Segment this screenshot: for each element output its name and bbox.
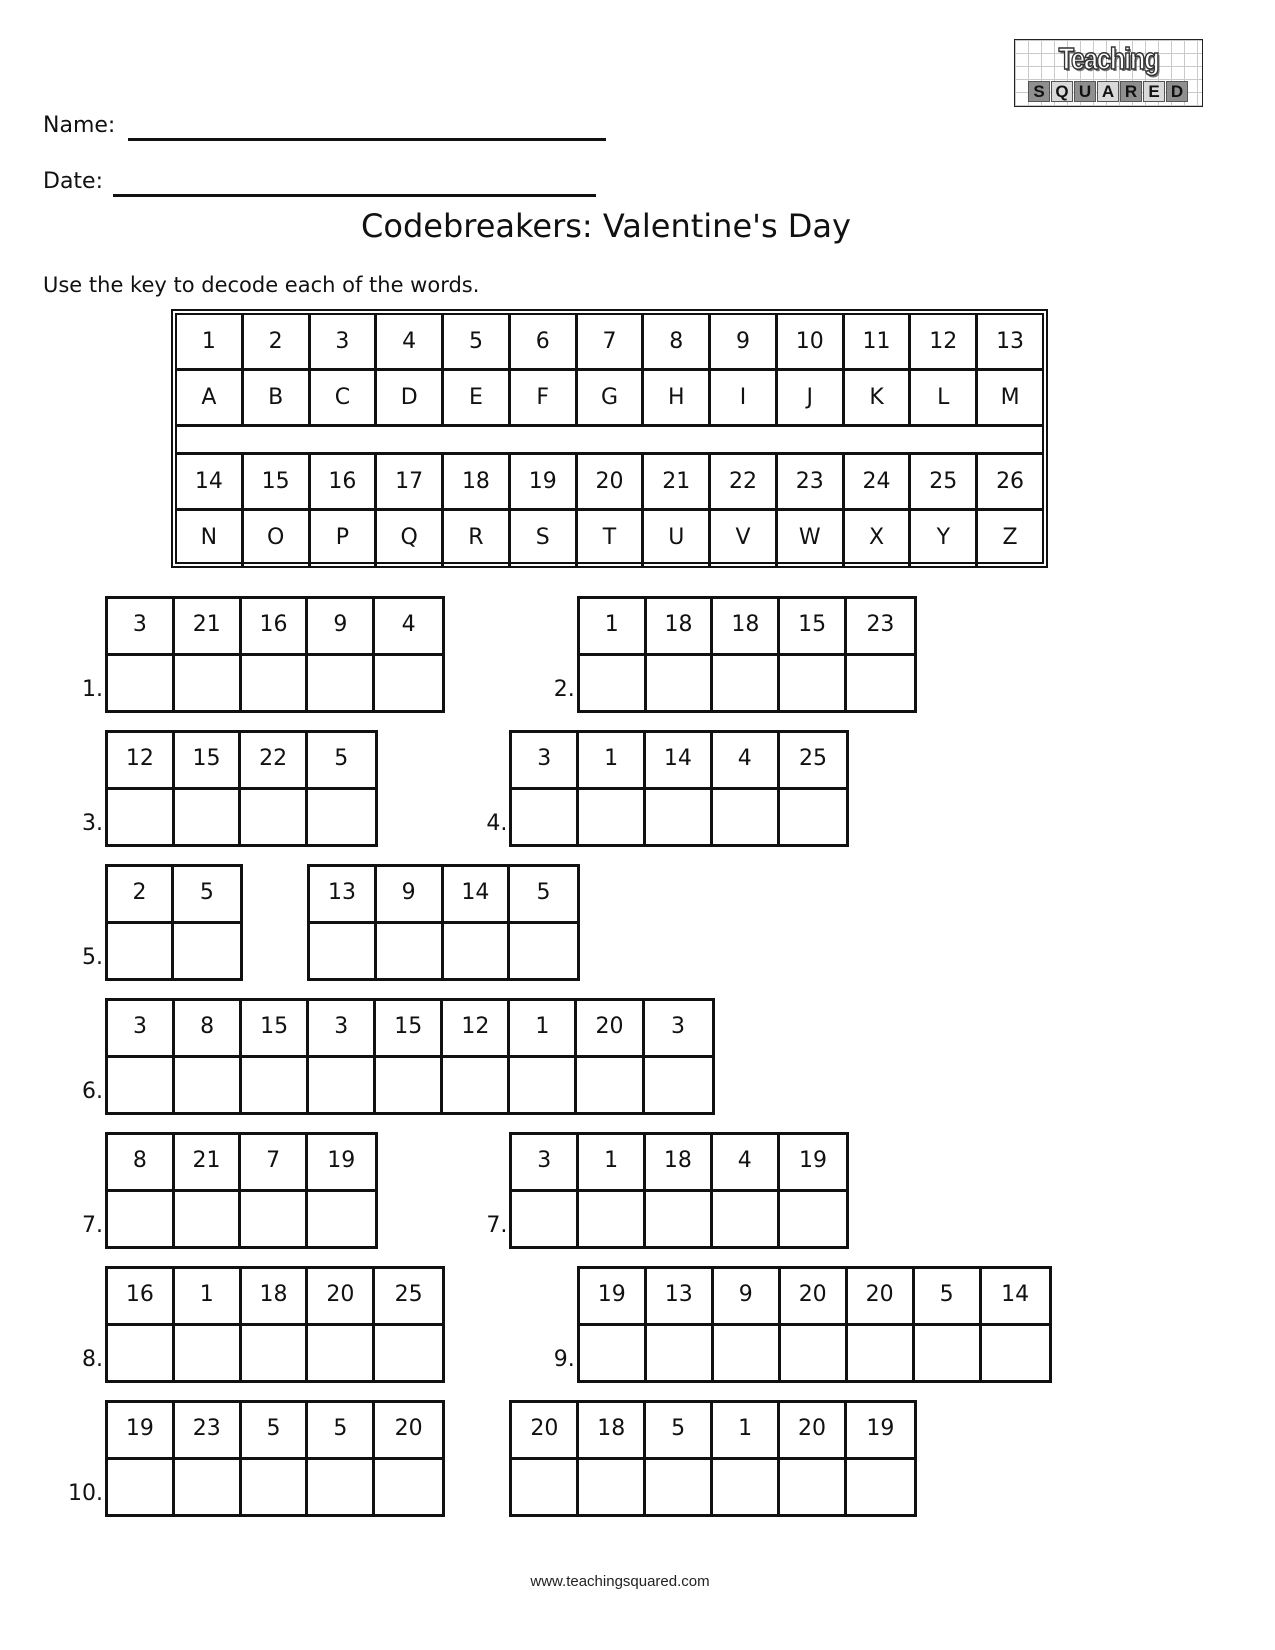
answer-letter-cell[interactable] [241, 1192, 308, 1246]
code-number-cell: 9 [714, 1269, 781, 1323]
puzzle-word [105, 596, 445, 713]
code-number-cell: 22 [241, 733, 308, 787]
key-row-numbers-2 [177, 455, 1042, 511]
key-letter-cell: J [778, 371, 845, 427]
puzzle-answer-row [310, 924, 577, 978]
code-number-cell: 23 [175, 1403, 242, 1457]
puzzle-answer-row [108, 1326, 442, 1380]
answer-letter-cell[interactable] [645, 1058, 712, 1112]
code-number-cell: 1 [579, 1135, 646, 1189]
key-number-cell: 6 [511, 315, 578, 371]
logo-tile: A [1097, 81, 1119, 102]
answer-letter-cell[interactable] [848, 1326, 915, 1380]
key-number-cell: 15 [244, 455, 311, 511]
date-field-line[interactable] [113, 194, 596, 197]
key-number-cell: 1 [177, 315, 244, 371]
code-number-cell: 1 [175, 1269, 242, 1323]
code-number-cell: 19 [327, 1148, 356, 1173]
logo-tile: S [1028, 81, 1050, 102]
key-letter-cell: Z [1002, 525, 1018, 550]
page-title: Codebreakers: Valentine's Day [361, 207, 851, 245]
code-number-cell: 15 [376, 1001, 443, 1055]
code-number-cell: 5 [242, 1403, 309, 1457]
puzzle-number-label: 3. [82, 811, 103, 836]
answer-letter-cell[interactable] [512, 790, 579, 844]
answer-letter-cell[interactable] [646, 1460, 713, 1514]
answer-letter-cell[interactable] [579, 1460, 646, 1514]
answer-letter-cell[interactable] [175, 1326, 242, 1380]
code-number-cell: 19 [799, 1148, 828, 1173]
code-number-cell: 16 [108, 1269, 175, 1323]
answer-letter-cell[interactable] [375, 1326, 442, 1380]
puzzle-code-row [108, 867, 240, 924]
key-letter-cell: U [644, 511, 711, 567]
answer-letter-cell[interactable] [780, 656, 847, 710]
footer-url-text: www.teachingsquared.com [530, 1573, 710, 1590]
code-number-cell: 13 [310, 867, 377, 921]
answer-letter-cell[interactable] [308, 656, 375, 710]
code-number-cell: 20 [577, 1001, 644, 1055]
key-letter-cell: A [177, 371, 244, 427]
key-number-cell: 21 [644, 455, 711, 511]
key-letter-cell: I [711, 371, 778, 427]
answer-letter-cell[interactable] [647, 656, 714, 710]
key-letter-cell: Q [377, 511, 444, 567]
key-letter-cell: G [578, 371, 645, 427]
key-number-cell: 9 [711, 315, 778, 371]
answer-letter-cell[interactable] [580, 1326, 647, 1380]
puzzle-number-label: 5. [82, 945, 103, 970]
code-number-cell: 4 [713, 733, 780, 787]
answer-letter-cell[interactable] [580, 656, 647, 710]
answer-letter-cell[interactable] [713, 1460, 780, 1514]
answer-letter-cell[interactable] [242, 1326, 309, 1380]
code-number-cell: 14 [646, 733, 713, 787]
answer-letter-cell[interactable] [375, 1460, 442, 1514]
answer-letter-cell[interactable] [713, 656, 780, 710]
code-number-cell: 12 [443, 1001, 510, 1055]
logo-tile: U [1074, 81, 1096, 102]
logo-tile: D [1166, 81, 1188, 102]
puzzle-word [105, 1400, 445, 1517]
key-letter-cell: H [644, 371, 711, 427]
code-number-cell: 8 [175, 1001, 242, 1055]
answer-letter-cell[interactable] [780, 1192, 847, 1246]
answer-letter-cell[interactable] [108, 656, 175, 710]
puzzle-answer-row [580, 1326, 1049, 1380]
puzzle-word [509, 1132, 849, 1249]
answer-letter-cell[interactable] [175, 656, 242, 710]
code-number-cell: 15 [175, 733, 242, 787]
puzzle-word [105, 730, 378, 847]
answer-letter-cell[interactable] [308, 1192, 375, 1246]
code-number-cell: 21 [175, 599, 242, 653]
key-letter-cell: L [911, 371, 978, 427]
puzzle-number-label: 10. [68, 1481, 103, 1506]
puzzle-number-label: 6. [82, 1079, 103, 1104]
cipher-key-table [171, 309, 1048, 568]
answer-letter-cell[interactable] [646, 1192, 713, 1246]
code-number-cell: 4 [401, 612, 416, 637]
answer-letter-cell[interactable] [108, 1460, 175, 1514]
key-letter-cell: F [511, 371, 578, 427]
code-number-cell: 5 [199, 880, 214, 905]
code-number-cell: 20 [781, 1269, 848, 1323]
answer-letter-cell[interactable] [175, 1058, 242, 1112]
answer-letter-cell[interactable] [780, 1460, 847, 1514]
answer-letter-cell[interactable] [847, 1460, 914, 1514]
code-number-cell: 3 [309, 1001, 376, 1055]
code-number-cell: 9 [308, 599, 375, 653]
key-letter-cell: S [511, 511, 578, 567]
code-number-cell: 5 [536, 880, 551, 905]
key-number-cell: 18 [444, 455, 511, 511]
puzzle-word [105, 1266, 445, 1383]
code-number-cell: 19 [866, 1416, 895, 1441]
key-number-cell: 19 [511, 455, 578, 511]
key-number-cell: 23 [778, 455, 845, 511]
puzzle-number-label: 7. [82, 1213, 103, 1238]
key-number-cell: 8 [644, 315, 711, 371]
puzzle-answer-row [108, 924, 240, 978]
puzzle-number-label: 4. [486, 811, 508, 836]
answer-letter-cell[interactable] [310, 924, 377, 978]
key-number-cell: 7 [578, 315, 645, 371]
answer-letter-cell[interactable] [308, 1460, 375, 1514]
answer-letter-cell[interactable] [309, 1058, 376, 1112]
answer-letter-cell[interactable] [647, 1326, 714, 1380]
answer-letter-cell[interactable] [308, 790, 375, 844]
logo-tile: Q [1051, 81, 1073, 102]
code-number-cell: 14 [1001, 1282, 1030, 1307]
code-number-cell: 18 [242, 1269, 309, 1323]
answer-letter-cell[interactable] [175, 1460, 242, 1514]
code-number-cell: 9 [377, 867, 444, 921]
key-number-cell: 4 [377, 315, 444, 371]
puzzle-code-row [108, 1135, 375, 1192]
answer-letter-cell[interactable] [242, 656, 309, 710]
code-number-cell: 21 [175, 1135, 242, 1189]
answer-letter-cell[interactable] [781, 1326, 848, 1380]
code-number-cell: 19 [108, 1403, 175, 1457]
puzzle-word [105, 998, 715, 1115]
answer-letter-cell[interactable] [713, 1192, 780, 1246]
puzzle-answer-row [108, 1058, 712, 1112]
code-number-cell: 4 [713, 1135, 780, 1189]
instructions: Use the key to decode each of the words. [43, 273, 480, 297]
key-letter-cell: X [845, 511, 912, 567]
answer-letter-cell[interactable] [377, 924, 444, 978]
code-number-cell: 1 [510, 1001, 577, 1055]
answer-letter-cell[interactable] [308, 1326, 375, 1380]
code-number-cell: 18 [579, 1403, 646, 1457]
code-number-cell: 2 [108, 867, 174, 921]
puzzle-code-row [108, 1269, 442, 1326]
key-row-letters-1 [177, 371, 1042, 427]
puzzle-code-row [108, 733, 375, 790]
code-number-cell: 1 [713, 1403, 780, 1457]
answer-letter-cell[interactable] [108, 1058, 175, 1112]
key-letter-cell: V [711, 511, 778, 567]
key-number-cell: 3 [311, 315, 378, 371]
key-number-cell: 14 [177, 455, 244, 511]
answer-letter-cell[interactable] [108, 1192, 175, 1246]
puzzle-answer-row [108, 790, 375, 844]
puzzle-number-label: 8. [82, 1347, 103, 1372]
key-number-cell: 22 [711, 455, 778, 511]
answer-letter-cell[interactable] [982, 1326, 1049, 1380]
puzzle-number-label: 2. [553, 677, 575, 702]
code-number-cell: 25 [799, 746, 828, 771]
answer-letter-cell[interactable] [444, 924, 511, 978]
puzzle-code-row [580, 599, 914, 656]
code-number-cell: 12 [108, 733, 175, 787]
logo-teaching-text: Teaching [1058, 41, 1159, 76]
puzzle-word [105, 864, 243, 981]
key-row-letters-2 [177, 511, 1042, 567]
key-number-cell: 26 [978, 455, 1042, 511]
key-letter-cell: B [244, 371, 311, 427]
puzzle-code-row [580, 1269, 1049, 1326]
puzzle-word [509, 730, 849, 847]
key-letter-cell: N [177, 511, 244, 567]
code-number-cell: 15 [242, 1001, 309, 1055]
answer-letter-cell[interactable] [175, 1192, 242, 1246]
puzzle-answer-row [108, 1460, 442, 1514]
code-number-cell: 1 [579, 733, 646, 787]
footer-url [0, 1573, 1275, 1590]
answer-letter-cell[interactable] [847, 656, 914, 710]
key-letter-cell: P [311, 511, 378, 567]
puzzle-code-row [108, 1001, 712, 1058]
key-number-cell: 17 [377, 455, 444, 511]
puzzle-code-row [310, 867, 577, 924]
key-letter-cell: Y [911, 511, 978, 567]
code-number-cell: 20 [780, 1403, 847, 1457]
key-letter-cell: E [444, 371, 511, 427]
code-number-cell: 5 [646, 1403, 713, 1457]
puzzle-word [509, 1400, 916, 1517]
puzzle-code-row [512, 1403, 913, 1460]
key-number-cell: 25 [911, 455, 978, 511]
puzzle-word [105, 1132, 378, 1249]
code-number-cell: 20 [394, 1416, 423, 1441]
answer-letter-cell[interactable] [510, 1058, 577, 1112]
name-field-line[interactable] [128, 138, 606, 141]
code-number-cell: 20 [308, 1269, 375, 1323]
puzzle-answer-row [512, 1192, 846, 1246]
answer-letter-cell[interactable] [579, 1192, 646, 1246]
key-letter-cell: R [444, 511, 511, 567]
logo-tile: R [1120, 81, 1142, 102]
answer-letter-cell[interactable] [713, 790, 780, 844]
puzzle-answer-row [512, 1460, 913, 1514]
puzzle-number-label: 1. [82, 677, 103, 702]
key-number-cell: 2 [244, 315, 311, 371]
answer-letter-cell[interactable] [242, 1058, 309, 1112]
code-number-cell: 18 [646, 1135, 713, 1189]
key-spacer [177, 427, 1042, 455]
answer-letter-cell[interactable] [375, 656, 442, 710]
puzzle-word [577, 1266, 1052, 1383]
answer-letter-cell[interactable] [108, 924, 174, 978]
code-number-cell: 14 [444, 867, 511, 921]
key-number-cell: 16 [311, 455, 378, 511]
key-letter-cell: C [311, 371, 378, 427]
key-number-cell: 24 [845, 455, 912, 511]
date-label: Date: [43, 169, 103, 194]
code-number-cell: 15 [780, 599, 847, 653]
key-number-cell: 10 [778, 315, 845, 371]
name-label: Name: [43, 113, 116, 138]
answer-letter-cell[interactable] [242, 1460, 309, 1514]
answer-letter-cell[interactable] [577, 1058, 644, 1112]
code-number-cell: 23 [866, 612, 895, 637]
code-number-cell: 3 [108, 1001, 175, 1055]
teaching-squared-logo [1014, 39, 1203, 107]
key-letter-cell: D [377, 371, 444, 427]
answer-letter-cell[interactable] [512, 1460, 579, 1514]
code-number-cell: 3 [671, 1014, 686, 1039]
answer-letter-cell[interactable] [174, 924, 240, 978]
key-letter-cell: O [244, 511, 311, 567]
key-number-cell: 13 [978, 315, 1042, 371]
answer-letter-cell[interactable] [376, 1058, 443, 1112]
answer-letter-cell[interactable] [646, 790, 713, 844]
code-number-cell: 16 [242, 599, 309, 653]
answer-letter-cell[interactable] [241, 790, 308, 844]
code-number-cell: 18 [647, 599, 714, 653]
code-number-cell: 13 [647, 1269, 714, 1323]
key-number-cell: 5 [444, 315, 511, 371]
answer-letter-cell[interactable] [175, 790, 242, 844]
answer-letter-cell[interactable] [579, 790, 646, 844]
code-number-cell: 5 [334, 746, 349, 771]
key-letter-cell: T [578, 511, 645, 567]
code-number-cell: 19 [580, 1269, 647, 1323]
key-number-cell: 11 [845, 315, 912, 371]
code-number-cell: 3 [512, 733, 579, 787]
answer-letter-cell[interactable] [915, 1326, 982, 1380]
key-number-cell: 20 [578, 455, 645, 511]
key-number-cell: 12 [911, 315, 978, 371]
key-letter-cell: W [778, 511, 845, 567]
puzzle-answer-row [580, 656, 914, 710]
code-number-cell: 20 [848, 1269, 915, 1323]
answer-letter-cell[interactable] [108, 790, 175, 844]
code-number-cell: 20 [512, 1403, 579, 1457]
puzzle-code-row [512, 1135, 846, 1192]
puzzle-answer-row [108, 656, 442, 710]
code-number-cell: 8 [108, 1135, 175, 1189]
key-letter-cell: M [978, 371, 1042, 427]
code-number-cell: 3 [108, 599, 175, 653]
answer-letter-cell[interactable] [714, 1326, 781, 1380]
answer-letter-cell[interactable] [443, 1058, 510, 1112]
key-row-numbers-1 [177, 315, 1042, 371]
code-number-cell: 5 [915, 1269, 982, 1323]
answer-letter-cell[interactable] [512, 1192, 579, 1246]
answer-letter-cell[interactable] [510, 924, 577, 978]
code-number-cell: 7 [241, 1135, 308, 1189]
puzzle-answer-row [108, 1192, 375, 1246]
puzzle-word [307, 864, 580, 981]
code-number-cell: 5 [308, 1403, 375, 1457]
answer-letter-cell[interactable] [108, 1326, 175, 1380]
puzzle-code-row [108, 599, 442, 656]
code-number-cell: 18 [713, 599, 780, 653]
code-number-cell: 1 [580, 599, 647, 653]
puzzle-answer-row [512, 790, 846, 844]
puzzle-code-row [108, 1403, 442, 1460]
puzzle-number-label: 7. [486, 1213, 508, 1238]
key-letter-cell: K [845, 371, 912, 427]
puzzle-number-label: 9. [553, 1347, 575, 1372]
puzzle-word [577, 596, 917, 713]
puzzle-code-row [512, 733, 846, 790]
logo-tile: E [1143, 81, 1165, 102]
code-number-cell: 25 [394, 1282, 423, 1307]
answer-letter-cell[interactable] [780, 790, 847, 844]
logo-squared-tiles [1028, 81, 1188, 102]
code-number-cell: 3 [512, 1135, 579, 1189]
